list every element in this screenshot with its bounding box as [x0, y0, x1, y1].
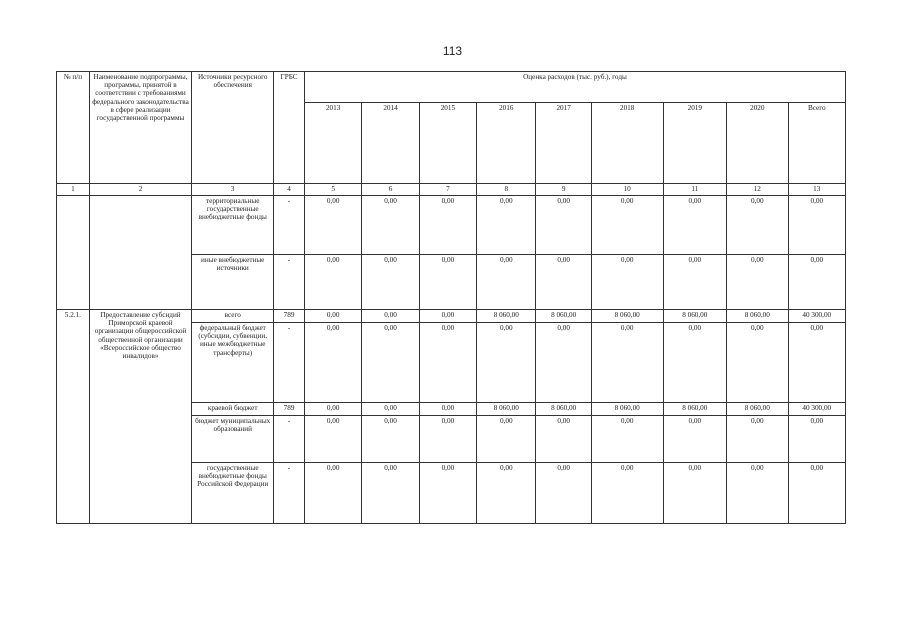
value-cell: 0,00: [591, 196, 663, 255]
value-cell: 0,00: [362, 323, 419, 403]
grbs-cell: -: [274, 463, 305, 524]
value-cell: 0,00: [788, 463, 845, 524]
table-row: [57, 196, 846, 255]
header-year: 2014: [362, 103, 419, 184]
column-number: 10: [591, 184, 663, 196]
header-year: 2019: [663, 103, 727, 184]
header-grbs: ГРБС: [274, 72, 305, 184]
value-cell: 0,00: [727, 463, 788, 524]
source-cell: федеральный бюджет (субсидии, субвенции, иные межбюджетные трансферты): [192, 323, 274, 403]
column-number: 4: [274, 184, 305, 196]
budget-table: [56, 71, 846, 524]
header-year: 2016: [477, 103, 536, 184]
column-number: 3: [192, 184, 274, 196]
source-cell: всего: [192, 310, 274, 323]
grbs-cell: 789: [274, 403, 305, 416]
column-number: 7: [419, 184, 476, 196]
value-cell: 40 300,00: [788, 403, 845, 416]
value-cell: 0,00: [591, 323, 663, 403]
value-cell: 0,00: [788, 323, 845, 403]
empty-cell: [57, 196, 90, 310]
header-estimate: Оценка расходов (тыс. руб.), годы: [304, 72, 845, 103]
value-cell: 0,00: [304, 416, 361, 463]
value-cell: 0,00: [663, 416, 727, 463]
value-cell: 0,00: [419, 463, 476, 524]
header-year: 2018: [591, 103, 663, 184]
header-year: 2015: [419, 103, 476, 184]
value-cell: 0,00: [419, 196, 476, 255]
header-year: 2013: [304, 103, 361, 184]
header-total: Всего: [788, 103, 845, 184]
value-cell: 0,00: [663, 463, 727, 524]
value-cell: 0,00: [477, 255, 536, 310]
empty-cell: [89, 196, 191, 310]
item-name: Предоставление субсидий Приморской краевой организации общероссийской общественной организации «Всероссийское общество инвалидов»: [89, 310, 191, 524]
value-cell: 0,00: [362, 403, 419, 416]
value-cell: 0,00: [591, 416, 663, 463]
value-cell: 0,00: [362, 196, 419, 255]
value-cell: 0,00: [362, 463, 419, 524]
header-source: Источники ресурсного обеспечения: [192, 72, 274, 184]
column-number: 13: [788, 184, 845, 196]
header-num: № п/п: [57, 72, 90, 184]
column-number: 8: [477, 184, 536, 196]
value-cell: 0,00: [362, 255, 419, 310]
value-cell: 0,00: [591, 463, 663, 524]
value-cell: 0,00: [419, 323, 476, 403]
header-year: 2020: [727, 103, 788, 184]
grbs-cell: -: [274, 196, 305, 255]
value-cell: 8 060,00: [477, 310, 536, 323]
grbs-cell: -: [274, 323, 305, 403]
value-cell: 0,00: [419, 403, 476, 416]
value-cell: 0,00: [727, 416, 788, 463]
value-cell: 0,00: [477, 323, 536, 403]
column-number: 6: [362, 184, 419, 196]
value-cell: 0,00: [727, 255, 788, 310]
value-cell: 0,00: [304, 255, 361, 310]
value-cell: 8 060,00: [591, 310, 663, 323]
value-cell: 0,00: [419, 310, 476, 323]
source-cell: краевой бюджет: [192, 403, 274, 416]
grbs-cell: -: [274, 255, 305, 310]
column-number: 1: [57, 184, 90, 196]
source-cell: территориальные государственные внебюджетные фонды: [192, 196, 274, 255]
value-cell: 8 060,00: [591, 403, 663, 416]
value-cell: 0,00: [663, 323, 727, 403]
source-cell: иные внебюджетные источники: [192, 255, 274, 310]
column-number: 11: [663, 184, 727, 196]
value-cell: 0,00: [536, 463, 591, 524]
value-cell: 8 060,00: [536, 310, 591, 323]
value-cell: 0,00: [663, 196, 727, 255]
page-number: 113: [442, 44, 463, 58]
value-cell: 0,00: [362, 416, 419, 463]
value-cell: 0,00: [536, 196, 591, 255]
value-cell: 8 060,00: [727, 403, 788, 416]
grbs-cell: -: [274, 416, 305, 463]
header-year: 2017: [536, 103, 591, 184]
column-number: 12: [727, 184, 788, 196]
value-cell: 0,00: [788, 416, 845, 463]
value-cell: 0,00: [419, 255, 476, 310]
value-cell: 0,00: [663, 255, 727, 310]
value-cell: 0,00: [727, 196, 788, 255]
value-cell: 0,00: [304, 310, 361, 323]
value-cell: 0,00: [536, 323, 591, 403]
value-cell: 0,00: [362, 310, 419, 323]
value-cell: 0,00: [591, 255, 663, 310]
value-cell: 0,00: [419, 416, 476, 463]
value-cell: 0,00: [788, 255, 845, 310]
value-cell: 0,00: [304, 463, 361, 524]
value-cell: 0,00: [304, 196, 361, 255]
value-cell: 0,00: [536, 416, 591, 463]
header-name: Наименование подпрограммы, программы, принятой в соответствии с требованиями федерального законодательства в сфере реализации государственной программы: [89, 72, 191, 184]
source-cell: бюджет муниципальных образований: [192, 416, 274, 463]
column-number: 9: [536, 184, 591, 196]
value-cell: 0,00: [477, 463, 536, 524]
grbs-cell: 789: [274, 310, 305, 323]
value-cell: 8 060,00: [477, 403, 536, 416]
source-cell: государственные внебюджетные фонды Российской Федерации: [192, 463, 274, 524]
item-number: 5.2.1.: [57, 310, 90, 524]
value-cell: 0,00: [788, 196, 845, 255]
value-cell: 40 300,00: [788, 310, 845, 323]
value-cell: 0,00: [304, 323, 361, 403]
value-cell: 0,00: [304, 403, 361, 416]
value-cell: 8 060,00: [663, 310, 727, 323]
value-cell: 8 060,00: [536, 403, 591, 416]
column-number: 2: [89, 184, 191, 196]
value-cell: 8 060,00: [727, 310, 788, 323]
value-cell: 0,00: [536, 255, 591, 310]
value-cell: 0,00: [477, 416, 536, 463]
value-cell: 0,00: [477, 196, 536, 255]
value-cell: 8 060,00: [663, 403, 727, 416]
table-row: [57, 310, 846, 323]
value-cell: 0,00: [727, 323, 788, 403]
column-number: 5: [304, 184, 361, 196]
